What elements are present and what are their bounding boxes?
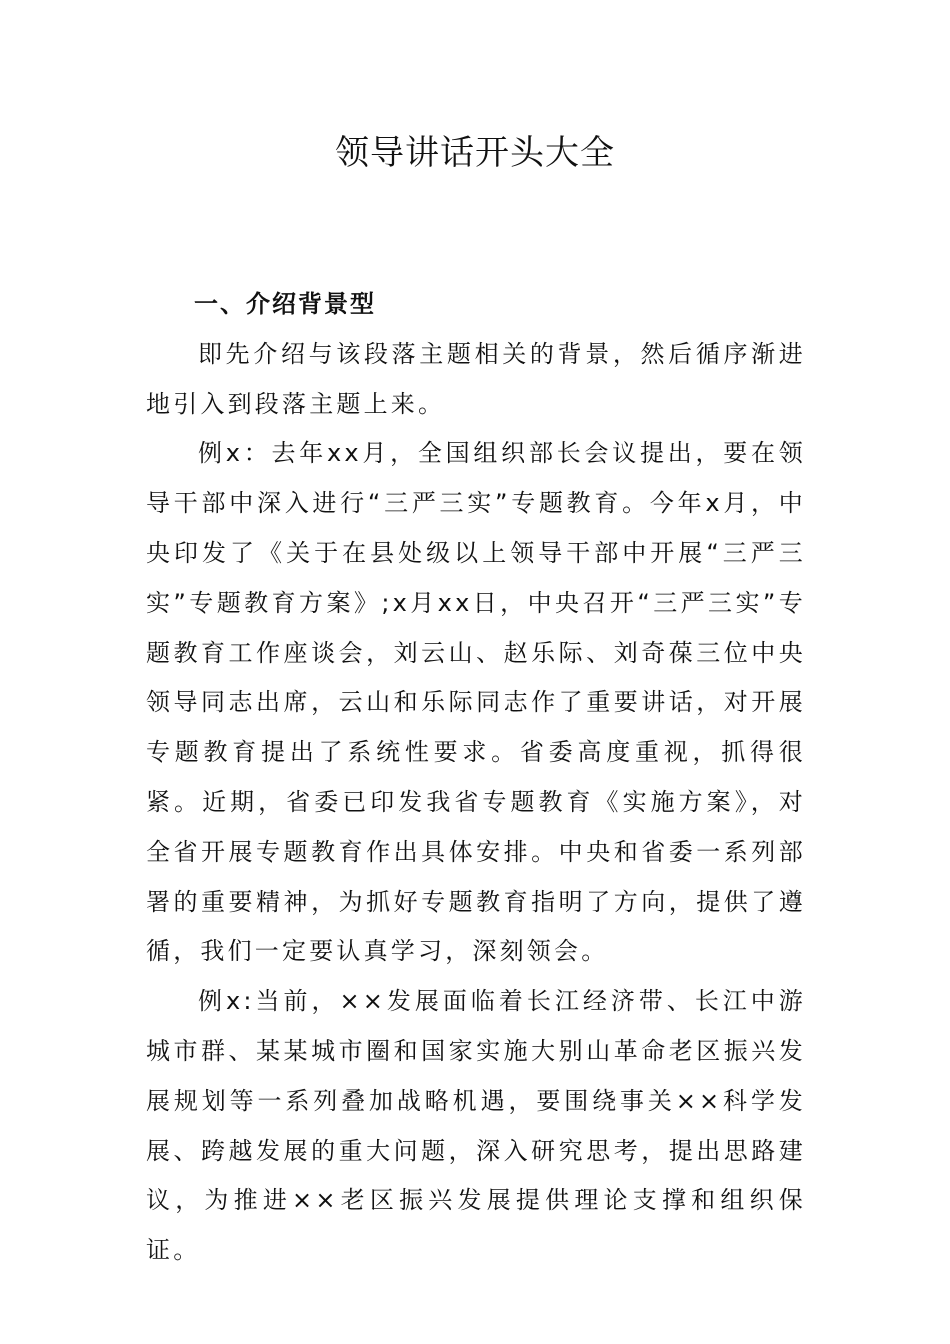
example-paragraph-1: 例x：去年xx月，全国组织部长会议提出，要在领导干部中深入进行“三严三实”专题教育。今年x月，中央印发了《关于在县处级以上领导干部中开展“三严三实”专题教育方案》;x月xx日，中央召开“三严三实”专题教育工作座谈会，刘云山、赵乐际、刘奇葆三位中央领导同志出席，云山和乐际同志作了重要讲话，对开展专题教育提出了系统性要求。省委高度重视，抓得很紧。近期，省委已印发我省专题教育《实施方案》，对全省开展专题教育作出具体安排。中央和省委一系列部署的重要精神，为抓好专题教育指明了方向，提供了遵循，我们一定要认真学习，深刻领会。 (146, 439, 806, 966)
intro-paragraph: 即先介绍与该段落主题相关的背景，然后循序渐进地引入到段落主题上来。 (146, 339, 806, 418)
document-body (146, 280, 806, 1276)
section-heading: 一、介绍背景型 (194, 290, 376, 318)
document-title: 领导讲话开头大全 (335, 133, 615, 173)
example-paragraph-2: 例x:当前，××发展面临着长江经济带、长江中游城市群、某某城市圈和国家实施大别山革命老区振兴发展规划等一系列叠加战略机遇，要围绕事关××科学发展、跨越发展的重大问题，深入研究思考，提出思路建议，为推进××老区振兴发展提供理论支撑和组织保证。 (146, 987, 806, 1265)
